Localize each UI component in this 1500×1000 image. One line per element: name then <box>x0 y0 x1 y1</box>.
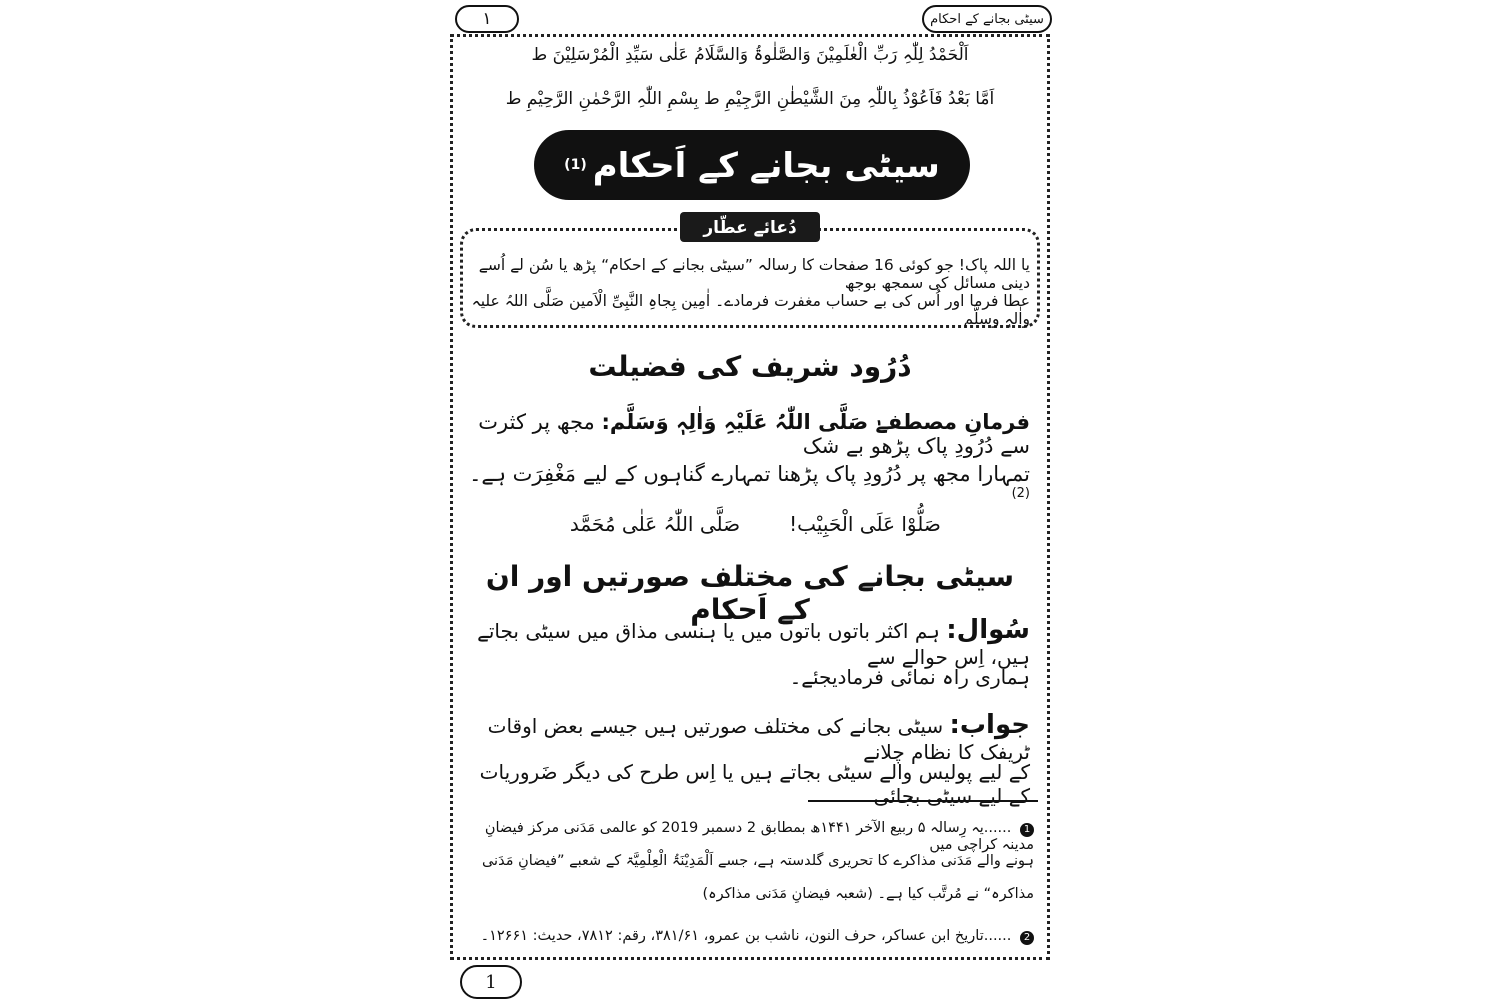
title-footnote-ref: (1) <box>564 157 587 173</box>
durood-text-line <box>466 462 1030 510</box>
salawat-call: صَلُّوْا عَلَی الْحَبِیْب! <box>789 512 941 536</box>
section-heading-rulings: سیٹی بجانے کی مختلف صورتیں اور ان کے اَحکام <box>485 560 1015 626</box>
answer-line: کے لیے پولیس والے سیٹی بجاتے ہیں یا اِس طرح کی دیگر ضَروریات کے لیے سیٹی بجائی <box>479 760 1030 808</box>
hadith-text: تمہارا مجھ پر دُرُودِ پاک پڑھنا تمہارے گناہوں کے لیے مَغْفِرَت ہے۔ <box>469 462 1030 486</box>
running-title: سیٹی بجانے کے احکام <box>922 5 1052 33</box>
footnote-divider <box>808 800 1038 802</box>
durood-footnote-ref: (2) <box>1011 486 1030 501</box>
dua-label: دُعائے عطّار <box>680 212 820 242</box>
page-title: سیٹی بجانے کے اَحکام <box>592 145 940 186</box>
opening-praise-line: اَلْحَمْدُ لِلّٰہِ رَبِّ الْعٰلَمِیْنَ وَالصَّلٰوۃُ وَالسَّلَامُ عَلٰی سَیِّدِ الْمُرْسَلِیْنَ ط <box>531 45 969 65</box>
answer-text: سیٹی بجانے کی مختلف صورتیں ہیں جیسے بعض اوقات ٹریفک کا نظام چلانے <box>487 714 1030 764</box>
answer-label: جواب: <box>949 710 1030 740</box>
question-text: ہم اکثر باتوں باتوں میں یا ہنسی مذاق میں سیٹی بجاتے ہیں، اِس حوالے سے <box>477 619 1030 669</box>
footnote-1-number: 1 <box>1020 823 1034 837</box>
section-heading-durood: دُرُود شریف کی فضیلت <box>588 350 912 383</box>
footnote-2-line <box>464 928 1034 945</box>
salawat-response: صَلَّی اللّٰہُ عَلٰی مُحَمَّد <box>569 512 741 536</box>
footnote-1-line: ہونے والے مَدَنی مذاکرے کا تحریری گلدستہ ہے، جسے اَلْمَدِیْنَۃُ الْعِلْمِیَّۃ کے شعبے ”فیضانِ مَدَنی <box>481 853 1034 869</box>
question-line <box>462 615 1030 669</box>
footer-page-number: 1 <box>460 965 522 999</box>
footnote-2-text: ......تاریخ ابن عساکر، حرف النون، ناشب بن عمرو، ۳۸۱/۶۱، رقم: ۷۸۱۲، حدیث: ۱۲۶۶۱۔ <box>480 928 1012 944</box>
question-line: ہماری راہ نمائی فرمادیجئے۔ <box>789 665 1030 689</box>
footnote-2-number: 2 <box>1020 931 1034 945</box>
footnote-1-line <box>464 820 1034 853</box>
dua-text-line: یا اللہ پاک! جو کوئی 16 صفحات کا رسالہ ”سیٹی بجانے کے احکام“ پڑھ یا سُن لے اُسے دینی مسائل کی سمجھ بوجھ <box>478 256 1030 292</box>
dua-text-line: عطا فرما اور اُس کی بے حساب مغفرت فرمادے۔ اٰمِین بِجاہِ النَّبِیِّ الْاَمین صَلَّی اللہُ علیہ واٰلہٖ وسلَّم <box>471 292 1030 328</box>
durood-text-line <box>466 410 1030 458</box>
opening-bismillah-line: اَمَّا بَعْدُ فَاَعُوْذُ بِاللّٰہِ مِنَ الشَّیْطٰنِ الرَّجِیْمِ ط بِسْمِ اللّٰہِ الرَّحْمٰنِ الرَّحِیْمِ ط <box>505 89 995 109</box>
title-banner <box>534 130 970 200</box>
hadith-lead: فرمانِ مصطفےٰ صَلَّی اللّٰہُ عَلَیْہِ وَاٰلِہٖ وَسَلَّم: <box>601 410 1030 434</box>
header-page-number: ١ <box>455 5 519 33</box>
footnote-1-text: ......یہ رِسالہ ۵ ربیع الآخر ۱۴۴۱ھ بمطابق 2 دسمبر 2019 کو عالمی مَدَنی مرکز فیضانِ مدینہ کراچی میں <box>484 820 1034 853</box>
footnote-1-line: مذاکرہ“ نے مُرتَّب کیا ہے۔ (شعبہ فیضانِ مَدَنی مذاکرہ) <box>702 886 1034 902</box>
answer-line <box>462 710 1030 764</box>
hadith-text: مجھ پر کثرت سے دُرُودِ پاک پڑھو بے شک <box>478 410 1030 458</box>
question-label: سُوال: <box>946 615 1030 645</box>
